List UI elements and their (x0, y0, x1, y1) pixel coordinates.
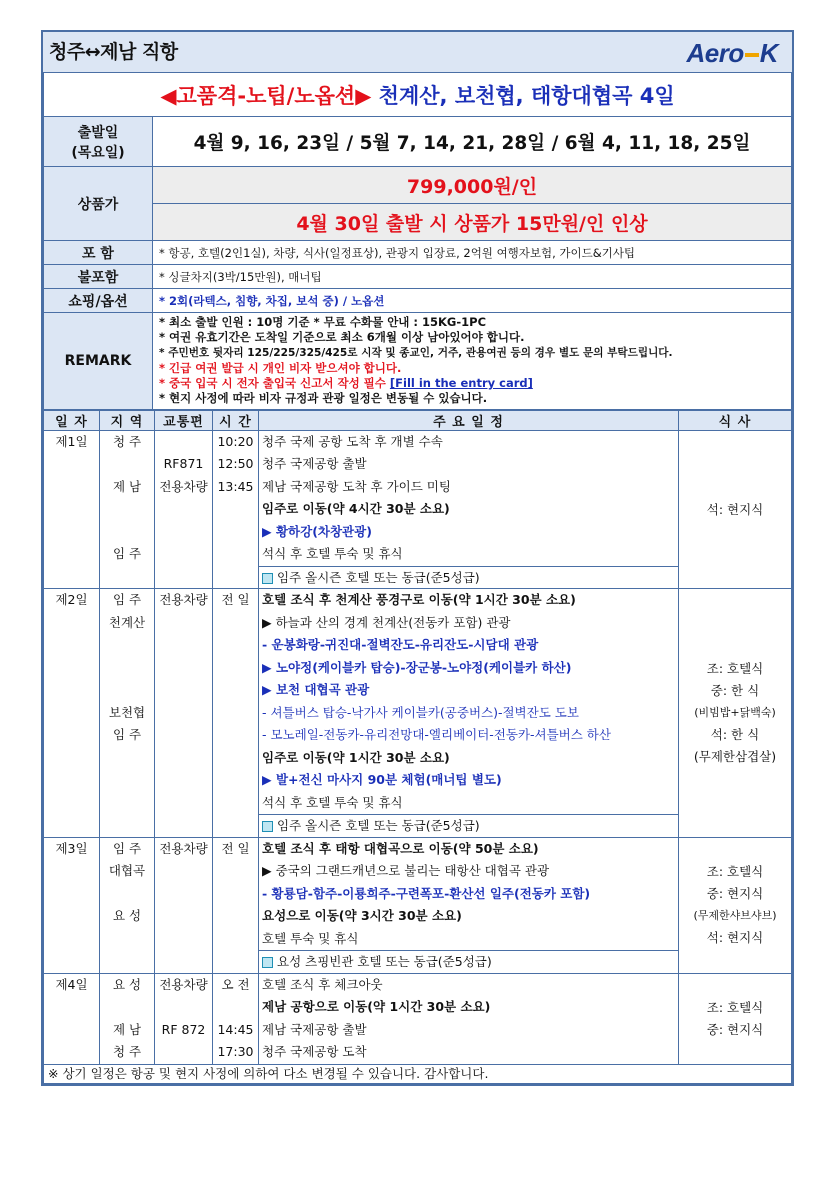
meal-cell: 석: 현지식 (679, 430, 792, 589)
plan-cell (259, 837, 679, 973)
departure-label (44, 117, 153, 167)
plan-line: 제남 국제공항 도착 후 가이드 미팅 (262, 478, 451, 494)
plan-line: ▶ 보천 대협곡 관광 (262, 682, 370, 698)
plan-line: 호텔 조식 후 태항 대협곡으로 이동(약 50분 소요) (262, 840, 539, 856)
plan-line: - 운봉화랑-귀진대-절벽잔도-유리잔도-시담대 관광 (262, 637, 539, 653)
transport-cell: 전용차량 RF 872 (155, 973, 213, 1064)
plan-line: ▶ 발+전신 마사지 90분 체험(매너팁 별도) (262, 772, 502, 788)
exclude-text: * 싱글차지(3박/15만원), 매너팁 (153, 265, 792, 289)
aero-k-logo: Aero K (686, 38, 778, 68)
day-label: 제4일 (44, 973, 100, 1064)
remark-line: * 긴급 여권 발급 시 개인 비자 받으셔야 합니다. (159, 360, 402, 375)
headline (44, 73, 792, 117)
col-region: 지 역 (100, 410, 155, 430)
meal-cell: 조: 호텔식 중: 한 식 (비빔밥+닭백숙) 석: 한 식 (무제한삼겹살) (679, 589, 792, 838)
region-cell: 요 성 제 남 청 주 (100, 973, 155, 1064)
transport-cell: 전용차량 (155, 589, 213, 838)
headline-prefix: ◀고품격-노팁/노옵션▶ (160, 83, 372, 108)
day-label: 제1일 (44, 430, 100, 589)
plan-line: ▶ 중국의 그랜드캐년으로 불리는 태항산 대협곡 관광 (262, 863, 550, 879)
time-cell: 전 일 (213, 837, 259, 973)
plan-line: 청주 국제 공항 도착 후 개별 수속 (262, 433, 443, 449)
remark-line: * 주민번호 뒷자리 125/225/325/425로 시작 및 종교인, 거주, 관용여권 등의 경우 별도 문의 부탁드립니다. (159, 346, 673, 359)
price-main: 799,000원/인 (153, 167, 792, 204)
region-cell: 임 주 천계산 보천협 임 주 (100, 589, 155, 838)
plan-line: 호텔 조식 후 체크아웃 (262, 976, 383, 992)
shopping-text (153, 289, 792, 313)
plan-line: ▶ 노야정(케이블카 탑승)-장군봉-노야정(케이블카 하산) (262, 659, 572, 675)
plan-line: 임주로 이동(약 1시간 30분 소요) (262, 749, 450, 765)
region-cell: 청 주 제 남 임 주 (100, 430, 155, 589)
hotel-icon (262, 573, 273, 584)
hotel-icon (262, 821, 273, 832)
plan-line: 임주로 이동(약 4시간 30분 소요) (262, 501, 450, 517)
day-row (44, 589, 792, 838)
plan-line: 청주 국제공항 출발 (262, 456, 367, 472)
plan-line: ▶ 황하강(차창관광) (262, 523, 372, 539)
plan-line: 제남 공항으로 이동(약 1시간 30분 소요) (262, 999, 491, 1015)
region-cell: 임 주 대협곡 요 성 (100, 837, 155, 973)
day-label: 제3일 (44, 837, 100, 973)
shopping-label: 쇼핑/옵션 (44, 289, 153, 313)
headline-title: 천계산, 보천협, 태항대협곡 4일 (378, 83, 675, 108)
include-label: 포 함 (44, 241, 153, 265)
remark-line: * 중국 입국 시 전자 출입국 신고서 작성 필수 (159, 376, 390, 391)
remark-line: * 최소 출발 인원 : 10명 기준 * 무료 수화물 안내 : 15KG-1PC (159, 315, 487, 329)
departure-label-1: 출발일 (77, 124, 119, 141)
route-title: 청주↔제남 직항 (49, 41, 178, 63)
col-time: 시 간 (213, 410, 259, 430)
time-cell: 오 전 14:45 17:30 (213, 973, 259, 1064)
col-plan: 주 요 일 정 (259, 410, 679, 430)
time-cell: 10:20 12:50 13:45 (213, 430, 259, 589)
itinerary-sheet (41, 30, 794, 1086)
day-row (44, 973, 792, 1064)
footer-note: ※ 상기 일정은 항공 및 현지 사정에 의하여 다소 변경될 수 있습니다. 감사합니다. (44, 1064, 792, 1083)
col-transport: 교통편 (155, 410, 213, 430)
title-bar (43, 32, 792, 72)
exclude-label: 불포함 (44, 265, 153, 289)
plan-line: 청주 국제공항 도착 (262, 1044, 367, 1060)
meal-cell: 조: 호텔식 중: 현지식 (679, 973, 792, 1064)
day-row (44, 837, 792, 973)
itinerary-table (43, 410, 792, 1084)
remark-line: * 현지 사정에 따라 비자 규정과 관광 일정은 변동될 수 있습니다. (159, 391, 488, 406)
time-cell: 전 일 (213, 589, 259, 838)
plan-cell (259, 589, 679, 838)
plan-cell (259, 973, 679, 1064)
plan-line: - 셔틀버스 탑승-낙가사 케이블카(공중버스)-절벽잔도 도보 (262, 704, 579, 720)
plan-line: 석식 후 호텔 투숙 및 휴식 (262, 794, 403, 810)
meal-cell: 조: 호텔식 중: 현지식 (무제한샤브샤브) 석: 현지식 (679, 837, 792, 973)
entry-card-link[interactable]: [Fill in the entry card] (389, 376, 533, 391)
departure-label-2: (목요일) (71, 144, 125, 161)
remark-text (153, 313, 792, 410)
plan-line: - 모노레일-전동카-유리전망대-엘리베이터-전동카-셔틀버스 하산 (262, 727, 611, 743)
price-notice: 4월 30일 출발 시 상품가 15만원/인 인상 (153, 204, 792, 241)
hotel-line: 요성 츠핑빈관 호텔 또는 동급(준5성급) (259, 950, 678, 973)
plan-line: 호텔 투숙 및 휴식 (262, 930, 359, 946)
plan-line: ▶ 하늘과 산의 경계 천계산(전동카 포함) 관광 (262, 614, 511, 630)
plan-cell (259, 430, 679, 589)
plan-line: 호텔 조식 후 천계산 풍경구로 이동(약 1시간 30분 소요) (262, 592, 576, 608)
col-meal: 식 사 (679, 410, 792, 430)
day-label: 제2일 (44, 589, 100, 838)
transport-cell: 전용차량 (155, 837, 213, 973)
hotel-line: 임주 올시즌 호텔 또는 동급(준5성급) (259, 814, 678, 837)
plan-line: 제남 국제공항 출발 (262, 1021, 367, 1037)
remark-line: * 여권 유효기간은 도착일 기준으로 최소 6개월 이상 남아있어야 합니다. (159, 330, 525, 345)
hotel-line: 임주 올시즌 호텔 또는 동급(준5성급) (259, 566, 678, 589)
day-row (44, 430, 792, 589)
plan-line: 석식 후 호텔 투숙 및 휴식 (262, 546, 403, 562)
remark-label: REMARK (44, 313, 153, 410)
info-table (43, 72, 792, 410)
shopping-count: * 2회(라텍스, 침향, 차집, 보석 중) / (159, 293, 352, 308)
plan-line: 요성으로 이동(약 3시간 30분 소요) (262, 908, 462, 924)
no-option: 노옵션 (351, 293, 385, 308)
plan-line: - 황룡담-함주-이룡희주-구련폭포-환산선 일주(전동카 포함) (262, 885, 591, 901)
col-day: 일 자 (44, 410, 100, 430)
departure-dates: 4월 9, 16, 23일 / 5월 7, 14, 21, 28일 / 6월 4, 11, 18, 25일 (153, 117, 792, 167)
price-label: 상품가 (44, 167, 153, 241)
include-text: * 항공, 호텔(2인1실), 차량, 식사(일정표상), 관광지 입장료, 2억원 여행자보험, 가이드&기사팁 (153, 241, 792, 265)
transport-cell: RF871 전용차량 (155, 430, 213, 589)
hotel-icon (262, 957, 273, 968)
